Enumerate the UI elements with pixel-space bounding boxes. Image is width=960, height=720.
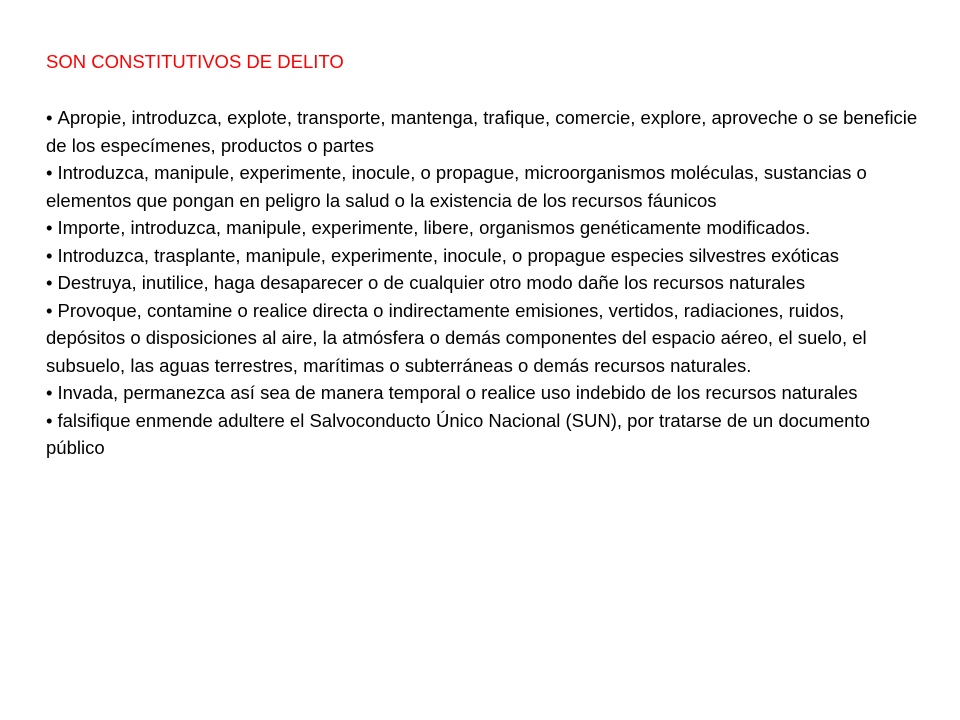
bullet-item-7: • Invada, permanezca así sea de manera temporal o realice uso indebido de los recursos naturales xyxy=(46,379,926,407)
slide-content xyxy=(46,50,926,462)
bullet-item-8: • falsifique enmende adultere el Salvoconducto Único Nacional (SUN), por tratarse de un documento público xyxy=(46,407,926,462)
bullet-item-1: • Apropie, introduzca, explote, transporte, mantenga, trafique, comercie, explore, aproveche o se beneficie de los especímenes, productos o partes xyxy=(46,104,926,159)
bullet-item-2: • Introduzca, manipule, experimente, inocule, o propague, microorganismos moléculas, sustancias o elementos que pongan en peligro la salud o la existencia de los recursos fáunicos xyxy=(46,159,926,214)
bullet-item-6: • Provoque, contamine o realice directa o indirectamente emisiones, vertidos, radiaciones, ruidos, depósitos o disposiciones al aire, la atmósfera o demás componentes del espacio aéreo, el suelo, el subsuelo, las aguas terrestres, marítimas o subterráneas o demás recursos naturales. xyxy=(46,297,926,380)
slide-heading: SON CONSTITUTIVOS DE DELITO xyxy=(46,51,344,72)
bullet-item-5: • Destruya, inutilice, haga desaparecer o de cualquier otro modo dañe los recursos naturales xyxy=(46,269,926,297)
bullet-item-3: • Importe, introduzca, manipule, experimente, libere, organismos genéticamente modificados. xyxy=(46,214,926,242)
bullet-list xyxy=(46,104,926,462)
bullet-item-4: • Introduzca, trasplante, manipule, experimente, inocule, o propague especies silvestres exóticas xyxy=(46,242,926,270)
